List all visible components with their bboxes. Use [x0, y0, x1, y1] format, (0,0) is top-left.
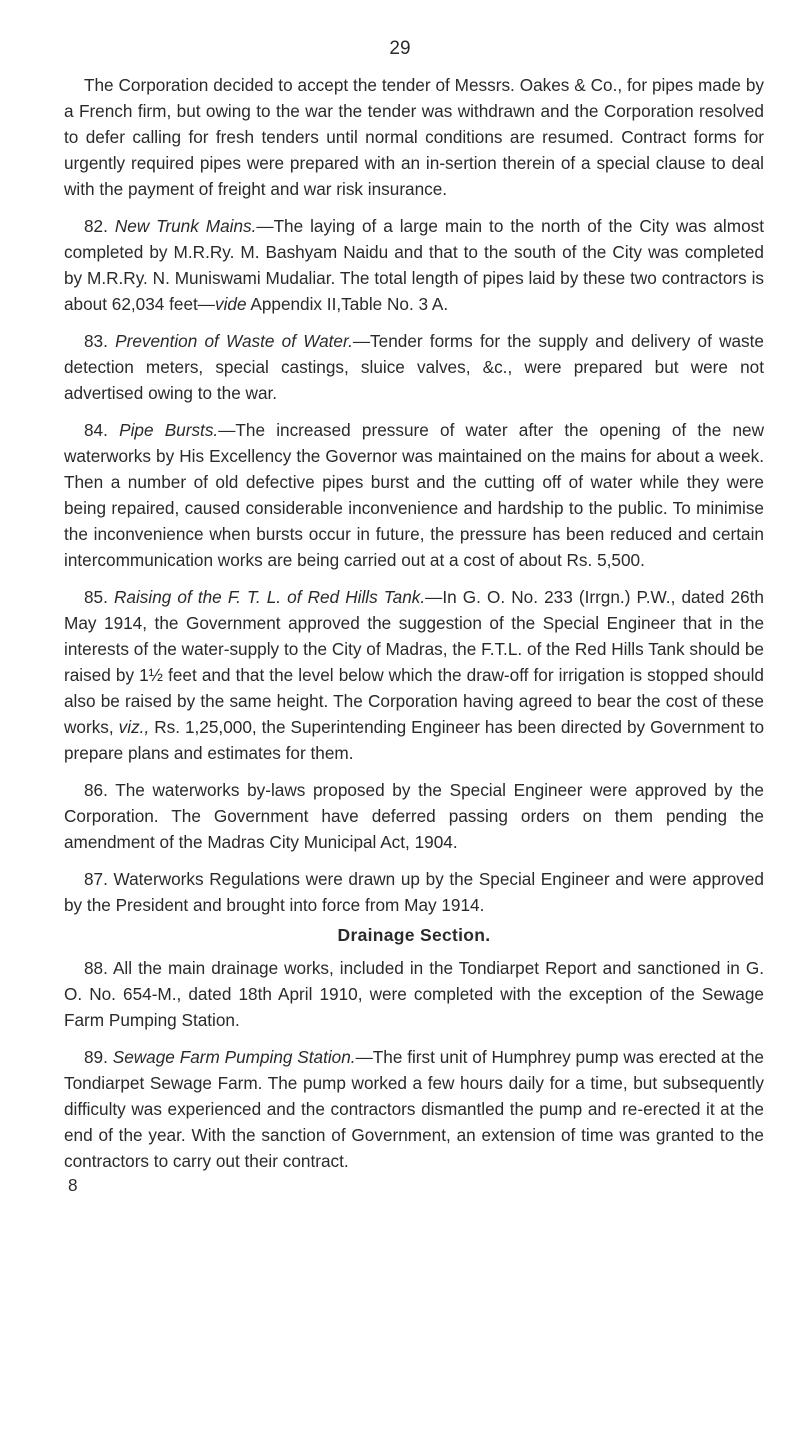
paragraph-text: —The increased pressure of water after the opening of the new waterworks by His Excellency the Governor was maintained on the mains for about a week. Then a number of old defective pipes burst and the cutting off of water while they were being repaired, caused considerable inconvenience and hardship to the public. To minimise the inconvenience when bursts occur in future, the pressure has been reduced and certain intercommunication works are being carried out at a cost of about Rs. 5,500. — [64, 420, 764, 570]
paragraph-text: Waterworks Regulations were drawn up by the Special Engineer and were approved by the President and brought into force from May 1914. — [64, 869, 764, 915]
section-heading: Drainage Section. — [337, 925, 491, 945]
paragraph-88 — [64, 955, 764, 1033]
paragraph-text: —The first unit of Humphrey pump was erected at the Tondiarpet Sewage Farm. The pump worked a few hours daily for a time, but subsequently difficulty was experienced and the contractors dismantled the pump and re-erected it at the end of the year. With the sanction of Government, an extension of time was granted to the contractors to carry out their contract. — [64, 1047, 764, 1171]
signature-mark: 8 — [68, 1175, 78, 1195]
paragraph-83 — [64, 328, 764, 406]
paragraph-text: —The laying of a large main to the north of the City was almost completed by M.R.Ry. M. Bashyam Naidu and that to the south of the City was completed by M.R.Ry. N. Muniswami Mudaliar. The total length of pipes laid by these two contractors is about 62,034 feet— — [64, 216, 764, 314]
paragraph-heading: Raising of the F. T. L. of Red Hills Tank. — [114, 587, 426, 607]
paragraph-number: 88. — [84, 958, 108, 978]
paragraph-number: 85. — [84, 587, 108, 607]
paragraph-reference: vide — [215, 294, 247, 314]
paragraph-text: All the main drainage works, included in the Tondiarpet Report and sanctioned in G. O. No. 654-M., dated 18th April 1910, were completed with the exception of the Sewage Farm Pumping Station. — [64, 958, 765, 1030]
paragraph-82 — [64, 213, 764, 317]
paragraph-number: 84. — [84, 420, 108, 440]
paragraph-89 — [64, 1044, 764, 1174]
paragraph-84 — [64, 417, 764, 573]
paragraph-87 — [64, 866, 764, 918]
paragraph-number: 89. — [84, 1047, 108, 1067]
paragraph-text: The waterworks by-laws proposed by the Special Engineer were approved by the Corporation. The Government have deferred passing orders on them pending the amendment of the Madras City Municipal Act, 1904. — [64, 780, 764, 852]
page-number: 29 — [389, 38, 411, 59]
paragraph-number: 82. — [84, 216, 108, 236]
paragraph-text: —In G. O. No. 233 (Irrgn.) P.W., dated 26th May 1914, the Government approved the suggestion of the Special Engineer that in the interests of the water-supply to the City of Madras, the F.T.L. of the Red Hills Tank should be raised by 1½ feet and that the level below which the draw-off for irrigation is stopped should also be raised by the same height. The Corporation having agreed to bear the cost of these works, — [64, 587, 764, 737]
paragraph-reference: viz., — [118, 717, 150, 737]
paragraph-number: 87. — [84, 869, 108, 889]
paragraph-text: The Corporation decided to accept the tender of Messrs. Oakes & Co., for pipes made by a French firm, but owing to the war the tender was withdrawn and the Corporation resolved to defer calling for fresh tenders until normal conditions are resumed. Contract forms for urgently required pipes were prepared with an in-sertion therein of a special clause to deal with the payment of freight and war risk insurance. — [64, 75, 764, 199]
paragraph-text-after: Rs. 1,25,000, the Superintending Engineer has been directed by Government to prepare plans and estimates for them. — [64, 717, 765, 763]
paragraph-text: —Tender forms for the supply and delivery of waste detection meters, special castings, sluice valves, &c., were prepared but were not advertised owing to the war. — [64, 331, 764, 403]
paragraph-86 — [64, 777, 764, 855]
paragraph-85 — [64, 584, 764, 766]
paragraph-continuation — [64, 72, 764, 202]
paragraph-number: 83. — [84, 331, 108, 351]
paragraph-heading: New Trunk Mains. — [114, 216, 257, 236]
paragraph-heading: Pipe Bursts. — [119, 420, 219, 440]
paragraph-number: 86. — [84, 780, 108, 800]
paragraph-heading: Sewage Farm Pumping Station. — [112, 1047, 356, 1067]
document-body — [64, 72, 764, 1198]
paragraph-heading: Prevention of Waste of Water. — [115, 331, 353, 351]
paragraph-text-after: Appendix II,Table No. 3 A. — [246, 294, 449, 314]
